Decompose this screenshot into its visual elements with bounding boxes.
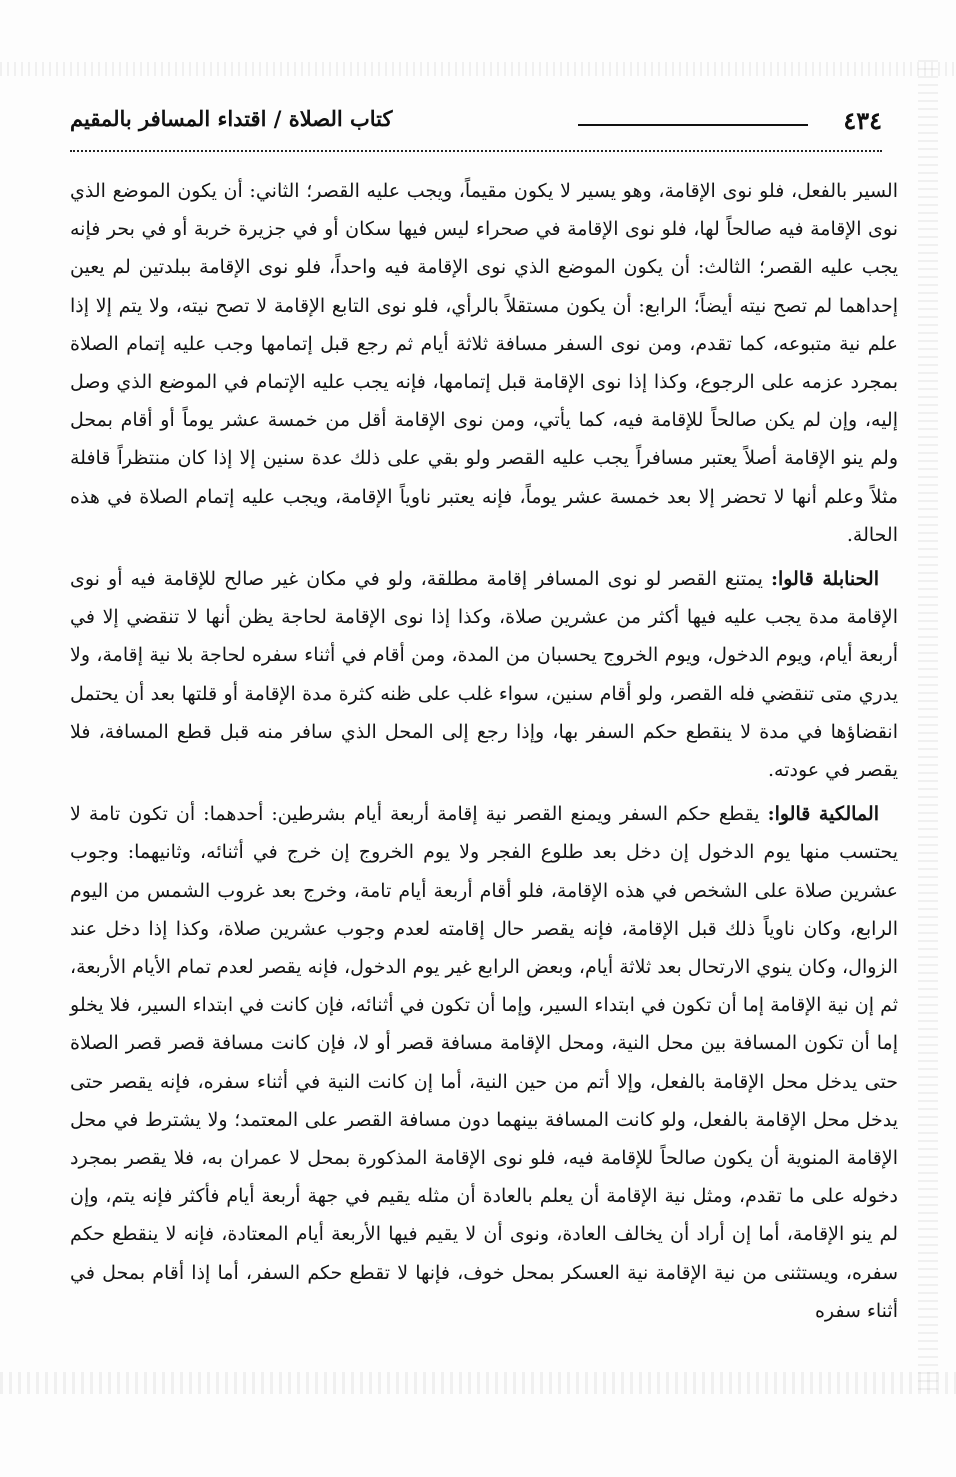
page-number: ٤٣٤ [843, 106, 882, 135]
paragraph-malikiyya [70, 795, 898, 1330]
scan-noise-right [918, 60, 938, 1390]
paragraph-hanabila [70, 560, 898, 789]
scan-noise-bottom [0, 1372, 956, 1394]
header-rule [578, 124, 808, 126]
school-heading-hanabila: الحنابلة قالوا: [770, 568, 879, 591]
running-title: كتاب الصلاة / اقتداء المسافر بالمقيم [70, 106, 393, 131]
page-body [70, 172, 898, 1330]
school-heading-malikiyya: المالكية قالوا: [767, 803, 879, 826]
scan-noise-top [0, 62, 956, 76]
header-dotted-divider [70, 150, 882, 160]
paragraph-text: يقطع حكم السفر ويمنع القصر نية إقامة أربعة أيام بشرطين: أحدهما: أن تكون تامة لا يحتسب منها يوم الدخول إن دخل بعد طلوع الفجر ولا يوم الخروج إن خرج في أثنائه، وثانيهما: وجوب عشرين صلاة على الشخص في هذه الإقامة، فلو أقام أربعة أيام تامة، وخرج بعد غروب الشمس من اليوم الرابع، وكان ناوياً ذلك قبل الإقامة، فإنه يقصر حال إقامته لعدم وجوب عشرين صلاة، وكذا إذا دخل عند الزوال، وكان ينوي الارتحال بعد ثلاثة أيام، وبعض الرابع غير يوم الدخول، فإنه يقصر لعدم تمام الأيام الأربعة، ثم إن نية الإقامة إما أن تكون في ابتداء السير، وإما أن تكون في أثنائه، فإن كانت في ابتداء السير، فلا يخلو إما أن تكون المسافة بين محل النية، ومحل الإقامة مسافة قصر أو لا، فإن كانت مسافة قصر قصر الصلاة حتى يدخل محل الإقامة بالفعل، وإلا أتم من حين النية، أما إن كانت النية في أثناء سفره، فإنه يقصر حتى يدخل محل الإقامة بالفعل، ولو كانت المسافة بينهما دون مسافة القصر على المعتمد؛ ولا يشترط في محل الإقامة المنوية أن يكون صالحاً للإقامة فيه، فلو نوى الإقامة المذكورة بمحل لا عمران به، فلا يقصر بمجرد دخوله على ما تقدم، ومثل نية الإقامة أن يعلم بالعادة أن مثله يقيم في جهة أربعة أيام فأكثر فإنه يتم، وإن لم ينو الإقامة، أما إن أراد أن يخالف العادة، ونوى أن لا يقيم فيها الأربعة أيام المعتادة، فإنه لا ينقطع حكم سفره، ويستثنى من نية الإقامة نية العسكر بمحل خوف، فإنها لا تقطع حكم السفر، أما إذا أقام بمحل في أثناء سفره [70, 803, 898, 1322]
paragraph-continuation [70, 172, 898, 554]
page-header [70, 104, 882, 138]
paragraph-text: السير بالفعل، فلو نوى الإقامة، وهو يسير لا يكون مقيماً، ويجب عليه القصر؛ الثاني: أن يكون الموضع الذي نوى الإقامة فيه صالحاً لها، فلو نوى الإقامة في صحراء ليس فيها سكان أو في جزيرة خربة أو في بحر فإنه يجب عليه القصر؛ الثالث: أن يكون الموضع الذي نوى الإقامة فيه واحداً، فلو نوى الإقامة ببلدتين لم يعين إحداهما لم تصح نيته أيضاً؛ الرابع: أن يكون مستقلاً بالرأي، فلو نوى التابع الإقامة لا تصح نيته، ولا يتم إلا إذا علم نية متبوعه، كما تقدم، ومن نوى السفر مسافة ثلاثة أيام ثم رجع قبل إتمامها وجب عليه إتمام الصلاة بمجرد عزمه على الرجوع، وكذا إذا نوى الإقامة قبل إتمامها، فإنه يجب عليه الإتمام في الموضع الذي وصل إليه، وإن لم يكن صالحاً للإقامة فيه، كما يأتي، ومن نوى الإقامة أقل من خمسة عشر يوماً أو أقام بمحل ولم ينو الإقامة أصلاً يعتبر مسافراً يجب عليه القصر ولو بقي على ذلك عدة سنين إلا إذا كان منتظراً قافلة مثلاً وعلم أنها لا تحضر إلا بعد خمسة عشر يوماً، فإنه يعتبر ناوياً الإقامة، ويجب عليه إتمام الصلاة في هذه الحالة. [70, 180, 898, 546]
paragraph-text: يمتنع القصر لو نوى المسافر إقامة مطلقة، ولو في مكان غير صالح للإقامة فيه أو نوى الإقامة مدة يجب عليه فيها أكثر من عشرين صلاة، وكذا إذا نوى الإقامة لحاجة يظن أنها لا تنقضي إلا في أربعة أيام، ويوم الدخول، ويوم الخروج يحسبان من المدة، ومن أقام في أثناء سفره لحاجة بلا نية إقامة، ولا يدري متى تنقضي فله القصر، ولو أقام سنين، سواء غلب على ظنه كثرة مدة الإقامة أو قلتها بعد أن يحتمل انقضاؤها في مدة لا ينقطع حكم السفر بها، وإذا رجع إلى المحل الذي سافر منه قبل قطع المسافة، فلا يقصر في عودته. [70, 568, 898, 782]
